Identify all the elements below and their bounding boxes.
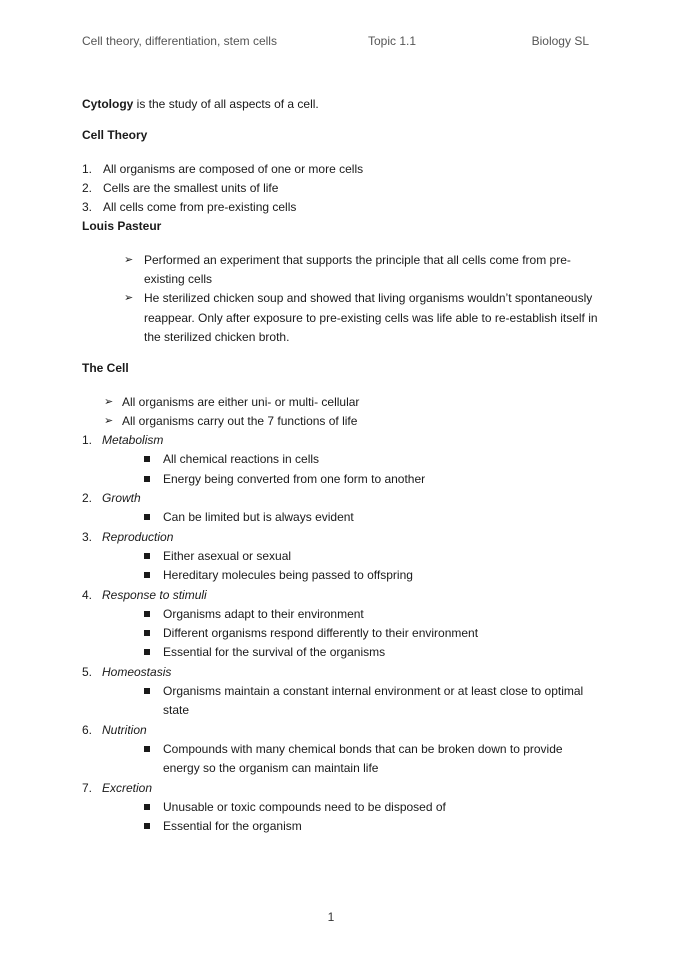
square-bullet-icon: [144, 476, 150, 482]
list-item: [144, 508, 602, 527]
list-item-text: All organisms are composed of one or more cells: [103, 161, 364, 176]
page-number: 1: [327, 910, 335, 924]
function-item: [82, 431, 602, 489]
function-name: Growth: [102, 491, 141, 506]
square-bullet-icon: [144, 823, 150, 829]
intro-text: is the study of all aspects of a cell.: [133, 97, 319, 111]
list-item: [144, 740, 602, 779]
header-subject: Biology SL: [531, 34, 589, 48]
list-item-text: Organisms maintain a constant internal environment or at least close to optimal state: [163, 684, 584, 718]
function-item: [82, 586, 602, 663]
arrow-bullet-icon: ➢: [104, 395, 114, 408]
function-item: [82, 663, 602, 721]
cell-theory-list: [82, 160, 602, 218]
function-item: [82, 489, 602, 528]
header-left: Cell theory, differentiation, stem cells: [82, 34, 277, 48]
list-item-text: Organisms adapt to their environment: [163, 606, 364, 621]
list-item: [144, 566, 602, 585]
function-name: Nutrition: [102, 722, 147, 737]
list-item: [82, 393, 602, 412]
list-item: [144, 643, 602, 662]
list-item-text: Energy being converted from one form to another: [163, 471, 426, 486]
intro-paragraph: [82, 95, 602, 114]
list-item: [82, 160, 602, 179]
list-item-text: All organisms carry out the 7 functions of life: [122, 413, 358, 428]
list-item: [82, 179, 602, 198]
the-cell-list: [82, 393, 602, 432]
function-item: [82, 779, 602, 837]
list-item: [144, 470, 602, 489]
square-bullet-icon: [144, 804, 150, 810]
list-item-text: He sterilized chicken soup and showed that living organisms wouldn’t spontaneously reappear. Only after exposure to pre-existing cells was life able to re-establish itself in the sterilized chicken broth.: [144, 291, 598, 344]
square-bullet-icon: [144, 611, 150, 617]
list-item-text: All cells come from pre-existing cells: [103, 200, 297, 215]
function-item: [82, 528, 602, 586]
list-item: [124, 251, 602, 290]
list-number: 1.: [82, 161, 93, 176]
list-item-text: Performed an experiment that supports the principle that all cells come from pre-existing cells: [144, 252, 571, 287]
list-item-text: Hereditary molecules being passed to offspring: [163, 568, 413, 583]
list-item: [144, 798, 602, 817]
list-item: [82, 412, 602, 431]
function-name: Reproduction: [102, 529, 174, 544]
list-item: [144, 682, 602, 721]
square-bullet-icon: [144, 456, 150, 462]
list-item: [144, 605, 602, 624]
list-number: 6.: [82, 722, 93, 737]
list-number: 3.: [82, 200, 93, 215]
list-number: 2.: [82, 491, 93, 506]
list-item-text: All chemical reactions in cells: [163, 452, 320, 467]
heading-cell-theory: Cell Theory: [82, 128, 148, 143]
function-points: [102, 798, 602, 837]
list-item-text: Unusable or toxic compounds need to be disposed of: [163, 799, 446, 814]
function-name: Metabolism: [102, 433, 164, 448]
function-points: [102, 682, 602, 721]
square-bullet-icon: [144, 630, 150, 636]
intro-term: Cytology: [82, 97, 134, 111]
function-points: [102, 508, 602, 527]
list-item-text: Either asexual or sexual: [163, 548, 292, 563]
list-item: [144, 624, 602, 643]
square-bullet-icon: [144, 514, 150, 520]
list-item-text: Compounds with many chemical bonds that can be broken down to provide energy so the organism can maintain life: [163, 741, 563, 776]
function-points: [102, 740, 602, 779]
heading-the-cell: The Cell: [82, 361, 129, 376]
square-bullet-icon: [144, 688, 150, 694]
list-item-text: Essential for the survival of the organisms: [163, 645, 386, 660]
arrow-bullet-icon: ➢: [124, 292, 134, 305]
list-item-text: All organisms are either uni- or multi- cellular: [122, 394, 360, 409]
list-item-text: Different organisms respond differently to their environment: [163, 626, 479, 641]
document-body: [82, 95, 602, 836]
list-number: 2.: [82, 180, 93, 195]
list-item: [144, 817, 602, 836]
function-name: Homeostasis: [102, 664, 172, 679]
list-item-text: Can be limited but is always evident: [163, 510, 354, 525]
square-bullet-icon: [144, 649, 150, 655]
arrow-bullet-icon: ➢: [104, 414, 114, 427]
list-item: [144, 450, 602, 469]
pasteur-list: [82, 251, 602, 347]
list-number: 3.: [82, 529, 93, 544]
square-bullet-icon: [144, 553, 150, 559]
functions-of-life-list: [82, 431, 602, 836]
function-item: [82, 721, 602, 779]
heading-louis-pasteur: Louis Pasteur: [82, 219, 162, 234]
function-points: [102, 605, 602, 663]
list-number: 4.: [82, 587, 93, 602]
list-number: 7.: [82, 780, 93, 795]
list-item: [124, 289, 602, 347]
function-points: [102, 547, 602, 586]
list-item: [144, 547, 602, 566]
list-number: 1.: [82, 433, 93, 448]
header-topic: Topic 1.1: [368, 34, 417, 48]
function-name: Excretion: [102, 780, 153, 795]
list-item: [82, 198, 602, 217]
list-item-text: Essential for the organism: [163, 819, 302, 834]
square-bullet-icon: [144, 746, 150, 752]
square-bullet-icon: [144, 572, 150, 578]
function-points: [102, 450, 602, 489]
list-number: 5.: [82, 664, 93, 679]
arrow-bullet-icon: ➢: [124, 253, 134, 266]
function-name: Response to stimuli: [102, 587, 207, 602]
list-item-text: Cells are the smallest units of life: [103, 180, 279, 195]
